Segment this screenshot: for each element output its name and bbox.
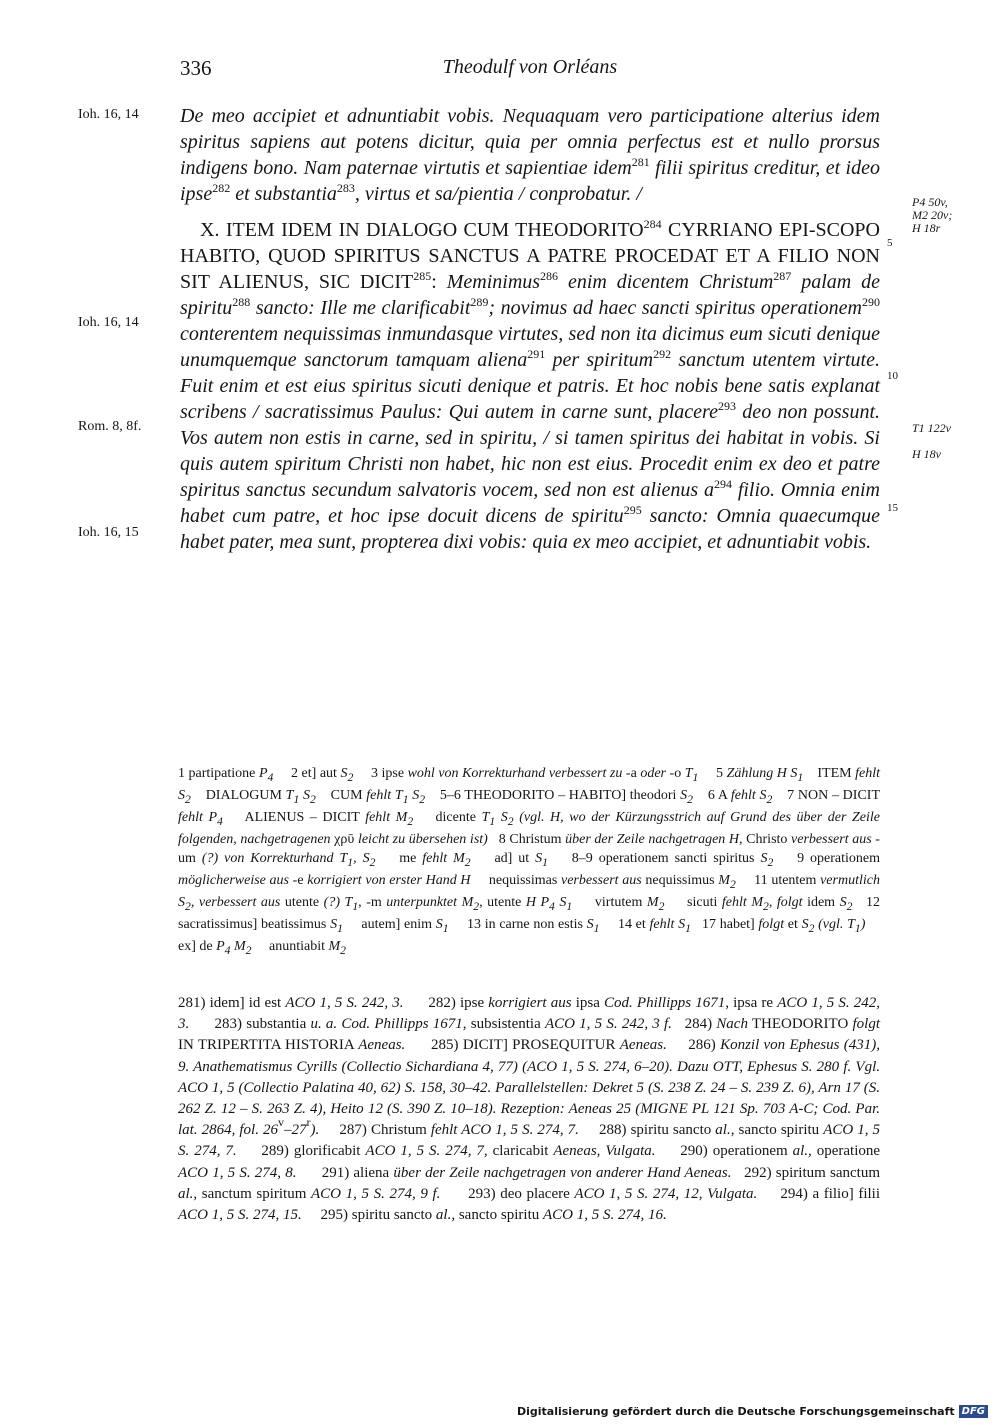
main-text bbox=[180, 103, 880, 555]
footnotes-text: 281) idem] id est ACO 1, 5 S. 242, 3. 282) ipse korrigiert aus ipsa Cod. Phillipps 1671, ipsa re ACO 1, 5 S. 242, 3. 283) substantia u. a. Cod. Phillipps 1671, subsistentia ACO 1, 5 S. 242, 3 f. 284) Nach THEODORITO folgt IN TRIPERTITA HISTORIA Aeneas. 285) DICIT] PROSEQUITUR Aeneas. 286) Konzil von Ephesus (431), 9. Anathematismus Cyrills (Collectio Sichardiana 4, 77) (ACO 1, 5 S. 274, 6–20). Dazu OTT, Ephesus S. 280 f. Vgl. ACO 1, 5 (Collectio Palatina 40, 62) S. 158, 30–42. Parallelstellen: Dekret 5 (S. 238 Z. 24 – S. 239 Z. 6), Arn 17 (S. 262 Z. 12 – S. 263 Z. 4), Heito 12 (S. 390 Z. 10–18). Rezeption: Aeneas 25 (MIGNE PL 121 Sp. 703 A-C; Cod. Par. lat. 2864, fol. 26$^v$–27$^r$). 287) Christum fehlt ACO 1, 5 S. 274, 7. 288) spiritu sancto al., sancto spiritu ACO 1, 5 S. 274, 7. 289) glorificabit ACO 1, 5 S. 274, 7, claricabit Aeneas, Vulgata. 290) operationem al., operatione ACO 1, 5 S. 274, 8. 291) aliena über der Zeile nachgetragen von anderer Hand Aeneas. 292) spiritum sanctum al., sanctum spiritum ACO 1, 5 S. 274, 9 f. 293) deo placere ACO 1, 5 S. 274, 12, Vulgata. 294) a filio] filii ACO 1, 5 S. 274, 15. 295) spiritu sancto al., sancto spiritu ACO 1, 5 S. 274, 16. bbox=[178, 995, 881, 1224]
digitization-credit bbox=[517, 1405, 988, 1418]
ms-siglum: P4 50v, bbox=[912, 195, 948, 209]
dfg-logo: DFG bbox=[959, 1405, 988, 1418]
margin-ref-3: Rom. 8, 8f. bbox=[78, 419, 142, 434]
line-number-5: 5 bbox=[887, 237, 893, 249]
critical-apparatus bbox=[178, 765, 880, 960]
margin-ref-2: Ioh. 16, 14 bbox=[78, 315, 139, 330]
ms-siglum: H 18v bbox=[912, 447, 941, 461]
chapter-x: X. ITEM IDEM IN DIALOGO CUM THEODORITO$^{284}$ CYRRIANO EPI-SCOPO HABITO, QUOD SPIRITUS SANCTUS A PATRE PROCEDAT ET A FILIO NON SIT ALIENUS, SIC DICIT$^{285}$: Meminimus$^{286}$ enim dicentem Christum$^{287}$ palam de spiritu$^{288}$ sancto: Ille me clarificabit$^{289}$; novimus ad haec sancti spiritus operationem$^{290}$ conterentem nequissimas inmundasque virtutes, sed non ita dicimus eum sicuti denique unumquemque sanctorum tamquam aliena$^{291}$ per spiritum$^{292}$ sanctum utentem virtute. Fuit enim et est eius spiritus sicuti denique et patris. Et hoc nobis bene satis explanat scribens / sacratissimus Paulus: Qui autem in carne sunt, placere$^{293}$ deo non possunt. Vos autem non estis in carne, sed in spiritu, / si tamen spiritus dei habitat in vobis. Si quis autem spiritum Christi non habet, hic non est eius. Procedit enim ex deo et patre spiritus sanctus secundum salvatoris vocem, sed non est alienus $a^{294}$ filio. Omnia enim habet cum patre, et hoc ipse docuit dicens de spiritu$^{295}$ sancto: Omnia quaecumque habet pater, mea sunt, propterea dixi vobis: quia ex meo accipiet, et adnuntiabit vobis. bbox=[180, 217, 881, 553]
footnotes bbox=[178, 993, 880, 1226]
paragraph-1: De meo accipiet et adnuntiabit vobis. Nequaquam vero participatione alterius idem spiritus sapiens aut potens dicitur, quia per omnia perfectus est et nullo prorsus indigens bono. Nam paternae virtutis et sapientiae idem$^{281}$ filii spiritus creditur, et ideo ipse$^{282}$ et substantia$^{283}$, virtus et sa/pientia / conprobatur. / bbox=[180, 105, 880, 205]
ms-siglum: M2 20v; bbox=[912, 208, 953, 222]
ms-siglum: T1 122v bbox=[912, 421, 951, 435]
credit-text: Digitalisierung gefördert durch die Deutsche Forschungsgemeinschaft bbox=[516, 1405, 955, 1418]
page-header bbox=[180, 56, 880, 86]
margin-ref-4: Ioh. 16, 15 bbox=[78, 525, 139, 540]
margin-ref-1: Ioh. 16, 14 bbox=[78, 107, 139, 122]
page-number: 336 bbox=[180, 56, 212, 80]
line-number-10: 10 bbox=[887, 370, 898, 382]
apparatus-text: 1 partipatione $P_4$ 2 et] aut $S_2$ 3 ipse wohl von Korrekturhand verbessert zu -a oder -o $T_1$ 5 Zählung H $S_1$ ITEM fehlt $S_2$ DIALOGUM $T_1$ $S_2$ CUM fehlt $T_1$ $S_2$ 5–6 THEODORITO – HABITO] theodori $S_2$ 6 A fehlt $S_2$ 7 NON – DICIT fehlt $P_4$ ALIENUS – DICIT fehlt $M_2$ dicente $T_1$ $S_2$ (vgl. H, wo der Kürzungsstrich auf Grund des über der Zeile folgenden, nachgetragenen χρῡ leicht zu übersehen ist) 8 Christum über der Zeile nachgetragen H, Christo verbessert aus -um (?) von Korrekturhand $T_1$, $S_2$ me fehlt $M_2$ ad] ut $S_1$ 8–9 operationem sancti spiritus $S_2$ 9 operationem möglicherweise aus -e korrigiert von erster Hand H nequissimas verbessert aus nequissimus $M_2$ 11 utentem vermutlich $S_2$, verbessert aus utente (?) $T_1$, -m unterpunktet $M_2$, utente H $P_4$ $S_1$ virtutem $M_2$ sicuti fehlt $M_2$, folgt idem $S_2$ 12 sacratissimus] beatissimus $S_1$ autem] enim $S_1$ 13 in carne non estis $S_1$ 14 et fehlt $S_1$ 17 habet] folgt et $S_2$ (vgl. $T_1$) ex] de $P_4$ $M_2$ anuntiabit $M_2$ bbox=[178, 766, 881, 957]
running-title: Theodulf von Orléans bbox=[442, 56, 618, 78]
line-number-15: 15 bbox=[887, 502, 898, 514]
ms-siglum: H 18r bbox=[912, 221, 941, 235]
